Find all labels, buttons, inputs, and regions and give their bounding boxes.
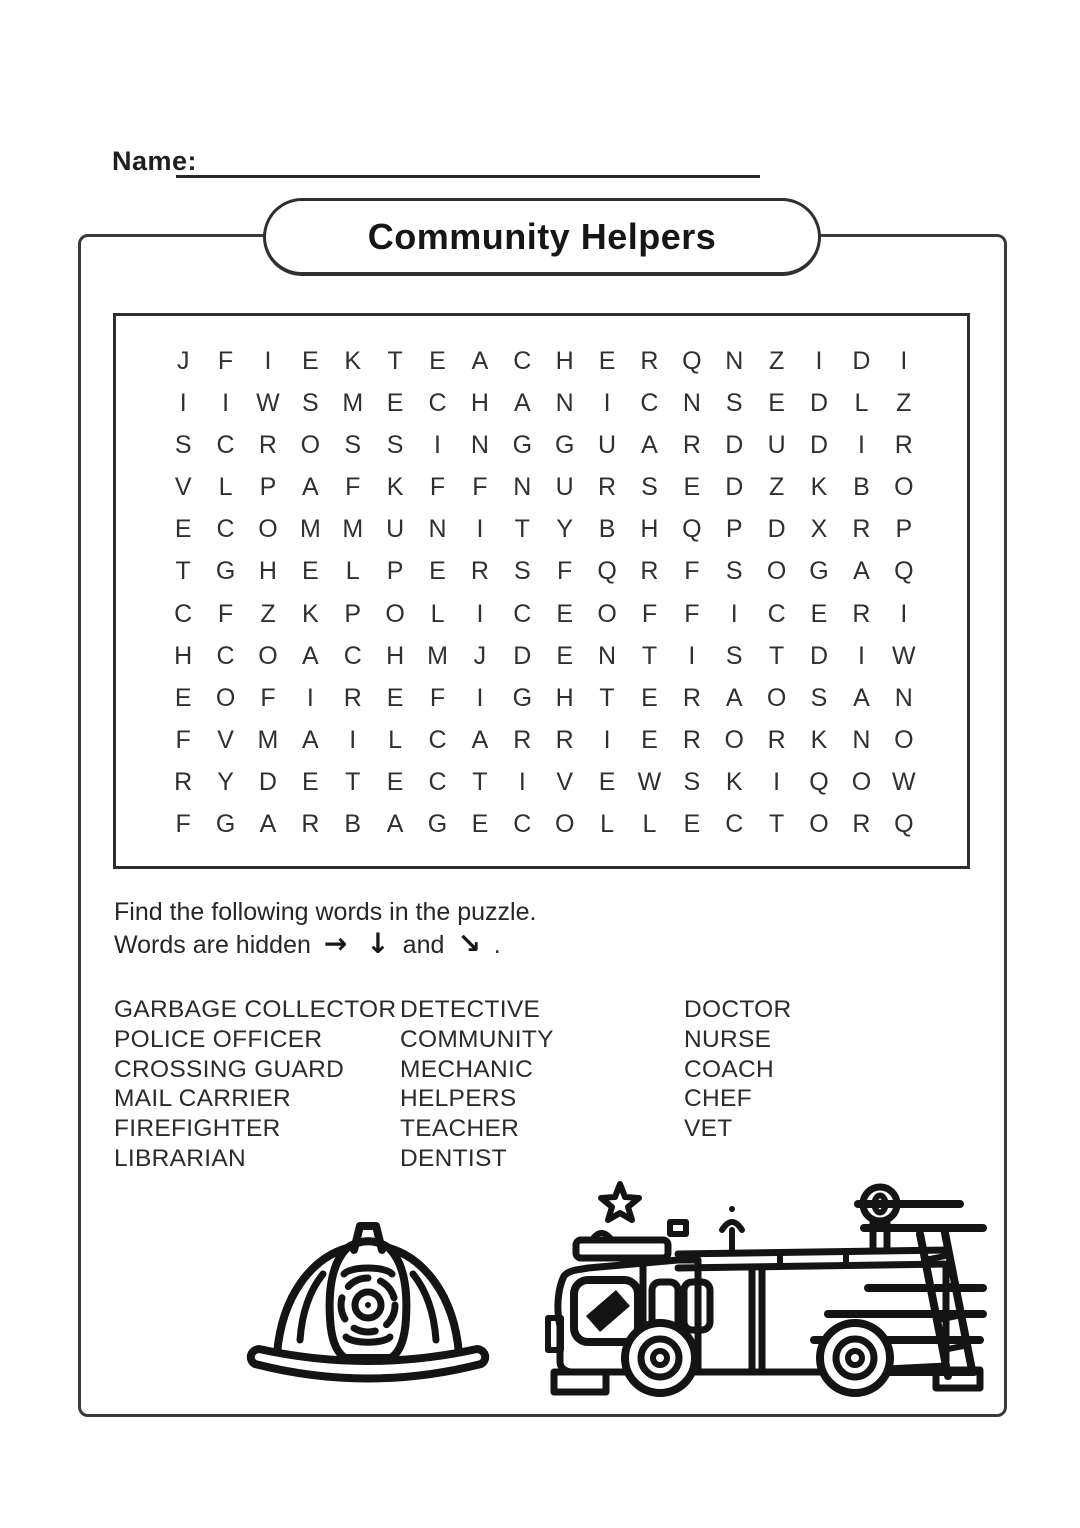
- grid-letter: E: [768, 388, 785, 417]
- grid-letter: R: [555, 726, 574, 755]
- siren-bar: [576, 1240, 668, 1258]
- grid-letter: D: [809, 430, 829, 459]
- grid-letter: H: [470, 388, 489, 417]
- grid-letter: O: [894, 473, 914, 502]
- grid-letter: T: [599, 683, 615, 712]
- grid-letter: N: [682, 388, 701, 417]
- word-list-item: POLICE OFFICER: [114, 1025, 323, 1053]
- grid-letter: T: [514, 515, 530, 544]
- grid-letter: T: [641, 641, 658, 670]
- grid-letter: W: [892, 641, 916, 670]
- grid-letter: B: [344, 810, 362, 839]
- name-blank-line: [176, 150, 760, 178]
- grid-letter: T: [472, 768, 488, 797]
- grid-letter: K: [302, 599, 319, 628]
- word-list-item: CROSSING GUARD: [114, 1055, 345, 1083]
- page-title: Community Helpers: [367, 215, 717, 257]
- grid-letter: I: [603, 388, 611, 417]
- grid-letter: R: [767, 726, 786, 755]
- grid-letter: B: [853, 473, 870, 502]
- grid-letter: E: [429, 557, 446, 586]
- grid-letter: F: [429, 473, 446, 502]
- grid-letter: L: [642, 810, 657, 839]
- grid-letter: E: [429, 346, 446, 375]
- word-search-letter-grid: [116, 316, 967, 866]
- grid-letter: B: [598, 515, 616, 544]
- grid-letter: E: [683, 473, 701, 502]
- siren-starburst: [601, 1184, 639, 1220]
- grid-letter: C: [725, 810, 744, 839]
- grid-letter: R: [640, 346, 659, 375]
- front-bumper: [548, 1318, 561, 1350]
- word-list-item: HELPERS: [400, 1085, 517, 1113]
- grid-letter: I: [476, 683, 484, 712]
- grid-letter: O: [851, 768, 872, 797]
- grid-letter: Q: [682, 346, 702, 375]
- grid-letter: S: [725, 641, 743, 670]
- grid-letter: E: [683, 810, 701, 839]
- grid-letter: R: [513, 726, 532, 755]
- word-list-column-3: [684, 995, 964, 1174]
- grid-letter: I: [857, 641, 865, 670]
- grid-letter: C: [174, 599, 193, 628]
- grid-letter: Z: [260, 599, 276, 628]
- word-list-item: COMMUNITY: [400, 1025, 554, 1053]
- grid-letter: Q: [809, 768, 829, 797]
- grid-letter: K: [810, 473, 828, 502]
- grid-letter: T: [175, 557, 191, 586]
- grid-letter: G: [512, 430, 533, 459]
- grid-letter: E: [471, 810, 489, 839]
- grid-letter: O: [766, 557, 787, 586]
- grid-letter: G: [215, 557, 236, 586]
- grid-letter: G: [215, 810, 236, 839]
- grid-letter: F: [260, 683, 276, 712]
- grid-letter: I: [476, 515, 484, 544]
- front-step: [554, 1372, 606, 1392]
- word-list-item: DETECTIVE: [400, 996, 541, 1023]
- grid-letter: I: [306, 683, 314, 712]
- instructions-and-text: and: [402, 931, 445, 959]
- arrow-down-icon: ↓: [366, 927, 390, 960]
- grid-letter: I: [179, 388, 187, 417]
- grid-letter: U: [598, 430, 617, 459]
- grid-letter: C: [216, 430, 235, 459]
- grid-letter: F: [429, 683, 446, 712]
- word-search-grid-box: [113, 313, 970, 869]
- grid-letter: R: [852, 810, 871, 839]
- grid-letter: S: [725, 557, 743, 586]
- grid-letter: T: [768, 810, 785, 839]
- grid-letter: O: [894, 726, 914, 755]
- grid-letter: R: [174, 768, 193, 797]
- grid-letter: D: [513, 641, 532, 670]
- grid-letter: D: [809, 388, 829, 417]
- grid-letter: E: [302, 346, 319, 375]
- grid-letter: G: [809, 557, 829, 586]
- grid-letter: Y: [217, 768, 234, 797]
- grid-letter: F: [684, 599, 700, 628]
- ladder-foot: [936, 1370, 980, 1388]
- grid-letter: E: [556, 599, 574, 628]
- grid-letter: H: [640, 515, 659, 544]
- grid-letter: C: [767, 599, 786, 628]
- grid-letter: V: [217, 726, 234, 755]
- word-list-column-1: [114, 995, 400, 1174]
- grid-letter: M: [299, 515, 321, 544]
- grid-letter: C: [640, 388, 659, 417]
- grid-letter: S: [641, 473, 658, 502]
- grid-letter: M: [342, 515, 364, 544]
- grid-letter: J: [176, 346, 190, 375]
- grid-letter: R: [852, 599, 871, 628]
- grid-letter: K: [725, 768, 743, 797]
- grid-letter: F: [175, 810, 191, 839]
- grid-letter: E: [302, 768, 319, 797]
- grid-letter: F: [641, 599, 658, 628]
- word-list-item: TEACHER: [400, 1115, 520, 1143]
- word-list-item: VET: [684, 1115, 733, 1143]
- grid-letter: H: [174, 641, 193, 670]
- grid-letter: D: [767, 515, 786, 544]
- grid-letter: I: [518, 768, 526, 797]
- word-list: [114, 995, 974, 1174]
- grid-letter: K: [386, 473, 404, 502]
- grid-letter: Q: [894, 557, 914, 586]
- grid-letter: R: [682, 430, 701, 459]
- grid-letter: P: [386, 557, 404, 586]
- grid-letter: R: [682, 683, 701, 712]
- title-banner: [263, 198, 821, 276]
- grid-letter: R: [852, 515, 871, 544]
- grid-letter: I: [900, 346, 908, 375]
- grid-letter: U: [767, 430, 786, 459]
- grid-letter: S: [683, 768, 701, 797]
- grid-letter: R: [598, 473, 617, 502]
- grid-letter: I: [434, 430, 441, 459]
- fire-truck-illustration: [528, 1176, 990, 1406]
- word-list-item: FIREFIGHTER: [114, 1115, 281, 1143]
- grid-letter: Q: [597, 557, 617, 586]
- instructions-line-2-prefix: Words are hidden: [114, 931, 311, 959]
- grid-letter: I: [688, 641, 696, 670]
- grid-letter: I: [349, 726, 357, 755]
- grid-letter: F: [217, 346, 234, 375]
- grid-letter: I: [900, 599, 908, 628]
- grid-letter: D: [725, 473, 744, 502]
- grid-letter: A: [302, 641, 319, 670]
- grid-letter: E: [386, 388, 404, 417]
- grid-letter: E: [302, 557, 319, 586]
- instructions-line-2: [114, 928, 536, 961]
- grid-letter: E: [810, 599, 828, 628]
- grid-letter: O: [258, 515, 278, 544]
- grid-letter: N: [470, 430, 489, 459]
- grid-letter: F: [472, 473, 488, 502]
- grid-letter: A: [302, 726, 319, 755]
- name-label: Name:: [112, 146, 198, 176]
- firefighter-helmet-illustration: [243, 1208, 493, 1393]
- grid-letter: Z: [768, 473, 785, 502]
- grid-letter: R: [640, 557, 659, 586]
- grid-letter: R: [470, 557, 489, 586]
- grid-letter: M: [427, 641, 448, 670]
- grid-letter: V: [556, 768, 574, 797]
- grid-letter: O: [724, 726, 744, 755]
- grid-letter: L: [854, 388, 869, 417]
- grid-letter: A: [471, 726, 489, 755]
- grid-letter: O: [554, 810, 575, 839]
- grid-letter: S: [344, 430, 362, 459]
- grid-letter: I: [222, 388, 230, 417]
- grid-letter: R: [894, 430, 913, 459]
- grid-letter: E: [641, 683, 658, 712]
- grid-letter: O: [385, 599, 405, 628]
- grid-letter: C: [343, 641, 362, 670]
- grid-letter: A: [302, 473, 319, 502]
- grid-letter: A: [725, 683, 743, 712]
- grid-letter: J: [473, 641, 487, 670]
- grid-letter: I: [857, 430, 865, 459]
- grid-letter: N: [894, 683, 913, 712]
- grid-letter: G: [512, 683, 533, 712]
- grid-letter: R: [343, 683, 362, 712]
- grid-letter: X: [810, 515, 828, 544]
- word-list-item: CHEF: [684, 1085, 752, 1113]
- word-list-item: DENTIST: [400, 1144, 507, 1172]
- grid-letter: C: [513, 599, 532, 628]
- grid-letter: L: [388, 726, 403, 755]
- grid-letter: G: [427, 810, 448, 839]
- grid-letter: U: [555, 473, 574, 502]
- grid-letter: U: [386, 515, 405, 544]
- grid-letter: A: [853, 557, 870, 586]
- grid-letter: I: [264, 346, 272, 375]
- grid-letter: Y: [556, 515, 574, 544]
- instructions-line-1: Find the following words in the puzzle.: [114, 898, 537, 926]
- grid-letter: C: [513, 810, 532, 839]
- grid-letter: G: [554, 430, 575, 459]
- grid-letter: E: [556, 641, 574, 670]
- grid-letter: O: [300, 430, 321, 459]
- word-list-item: GARBAGE COLLECTOR: [114, 996, 397, 1023]
- grid-letter: C: [513, 346, 532, 375]
- grid-letter: A: [853, 683, 870, 712]
- grid-letter: I: [815, 346, 823, 375]
- grid-letter: M: [257, 726, 279, 755]
- word-list-item: MECHANIC: [400, 1055, 534, 1083]
- grid-letter: R: [258, 430, 277, 459]
- grid-letter: K: [344, 346, 362, 375]
- word-list-item: NURSE: [684, 1025, 772, 1053]
- grid-letter: S: [174, 430, 192, 459]
- grid-letter: H: [386, 641, 405, 670]
- grid-letter: P: [895, 515, 913, 544]
- grid-letter: E: [386, 683, 404, 712]
- grid-letter: O: [809, 810, 829, 839]
- grid-letter: C: [428, 768, 447, 797]
- grid-letter: D: [809, 641, 829, 670]
- grid-letter: I: [730, 599, 738, 628]
- grid-letter: O: [597, 599, 617, 628]
- grid-letter: E: [174, 683, 192, 712]
- grid-letter: H: [258, 557, 277, 586]
- grid-letter: C: [216, 515, 235, 544]
- grid-letter: E: [641, 726, 658, 755]
- grid-letter: P: [344, 599, 362, 628]
- grid-letter: A: [513, 388, 531, 417]
- grid-letter: N: [513, 473, 532, 502]
- grid-letter: Z: [768, 346, 785, 375]
- grid-letter: L: [345, 557, 360, 586]
- grid-letter: F: [217, 599, 234, 628]
- grid-letter: D: [852, 346, 871, 375]
- word-list-column-2: [400, 995, 684, 1174]
- grid-letter: T: [768, 641, 785, 670]
- arrow-diagonal-icon: ↘: [457, 927, 481, 960]
- grid-letter: C: [428, 388, 447, 417]
- arrow-right-icon: →: [323, 927, 348, 960]
- grid-letter: M: [342, 388, 364, 417]
- grid-letter: S: [725, 388, 743, 417]
- grid-letter: D: [725, 430, 744, 459]
- grid-letter: Q: [894, 810, 914, 839]
- grid-letter: I: [476, 599, 484, 628]
- grid-letter: P: [259, 473, 277, 502]
- grid-letter: E: [386, 768, 404, 797]
- grid-letter: W: [256, 388, 280, 417]
- grid-letter: C: [216, 641, 235, 670]
- grid-letter: N: [598, 641, 617, 670]
- grid-letter: W: [892, 768, 916, 797]
- rear-wheel: [820, 1323, 890, 1393]
- word-list-item: DOCTOR: [684, 996, 792, 1023]
- grid-letter: K: [810, 726, 828, 755]
- grid-letter: Q: [682, 515, 702, 544]
- grid-letter: O: [766, 683, 787, 712]
- grid-letter: S: [386, 430, 404, 459]
- grid-letter: L: [430, 599, 445, 628]
- grid-letter: N: [428, 515, 447, 544]
- grid-letter: L: [218, 473, 233, 502]
- grid-letter: F: [175, 726, 191, 755]
- instructions-block: [114, 896, 536, 961]
- grid-letter: E: [598, 768, 616, 797]
- word-list-item: MAIL CARRIER: [114, 1085, 291, 1113]
- front-wheel: [625, 1323, 695, 1393]
- grid-letter: H: [555, 683, 574, 712]
- grid-letter: N: [852, 726, 871, 755]
- grid-letter: F: [684, 557, 700, 586]
- grid-letter: V: [174, 473, 192, 502]
- grid-letter: A: [641, 430, 658, 459]
- grid-letter: S: [810, 683, 828, 712]
- grid-letter: F: [345, 473, 361, 502]
- grid-letter: N: [725, 346, 744, 375]
- word-list-item: COACH: [684, 1055, 774, 1083]
- grid-letter: O: [258, 641, 278, 670]
- grid-letter: W: [637, 768, 662, 797]
- grid-letter: P: [725, 515, 743, 544]
- grid-letter: E: [174, 515, 192, 544]
- grid-letter: O: [215, 683, 236, 712]
- grid-letter: C: [428, 726, 447, 755]
- grid-letter: S: [513, 557, 531, 586]
- grid-letter: A: [259, 810, 277, 839]
- grid-letter: H: [555, 346, 574, 375]
- grid-letter: T: [345, 768, 361, 797]
- grid-letter: I: [603, 726, 611, 755]
- instructions-period: .: [493, 931, 501, 959]
- grid-letter: F: [557, 557, 573, 586]
- grid-letter: E: [598, 346, 616, 375]
- grid-letter: A: [471, 346, 489, 375]
- grid-letter: Z: [896, 388, 912, 417]
- grid-letter: N: [555, 388, 574, 417]
- grid-letter: A: [386, 810, 404, 839]
- word-list-item: LIBRARIAN: [114, 1144, 247, 1172]
- grid-letter: D: [258, 768, 277, 797]
- grid-letter: S: [302, 388, 319, 417]
- grid-letter: T: [387, 346, 403, 375]
- grid-letter: L: [600, 810, 615, 839]
- grid-letter: R: [682, 726, 701, 755]
- grid-letter: R: [301, 810, 320, 839]
- grid-letter: I: [773, 768, 781, 797]
